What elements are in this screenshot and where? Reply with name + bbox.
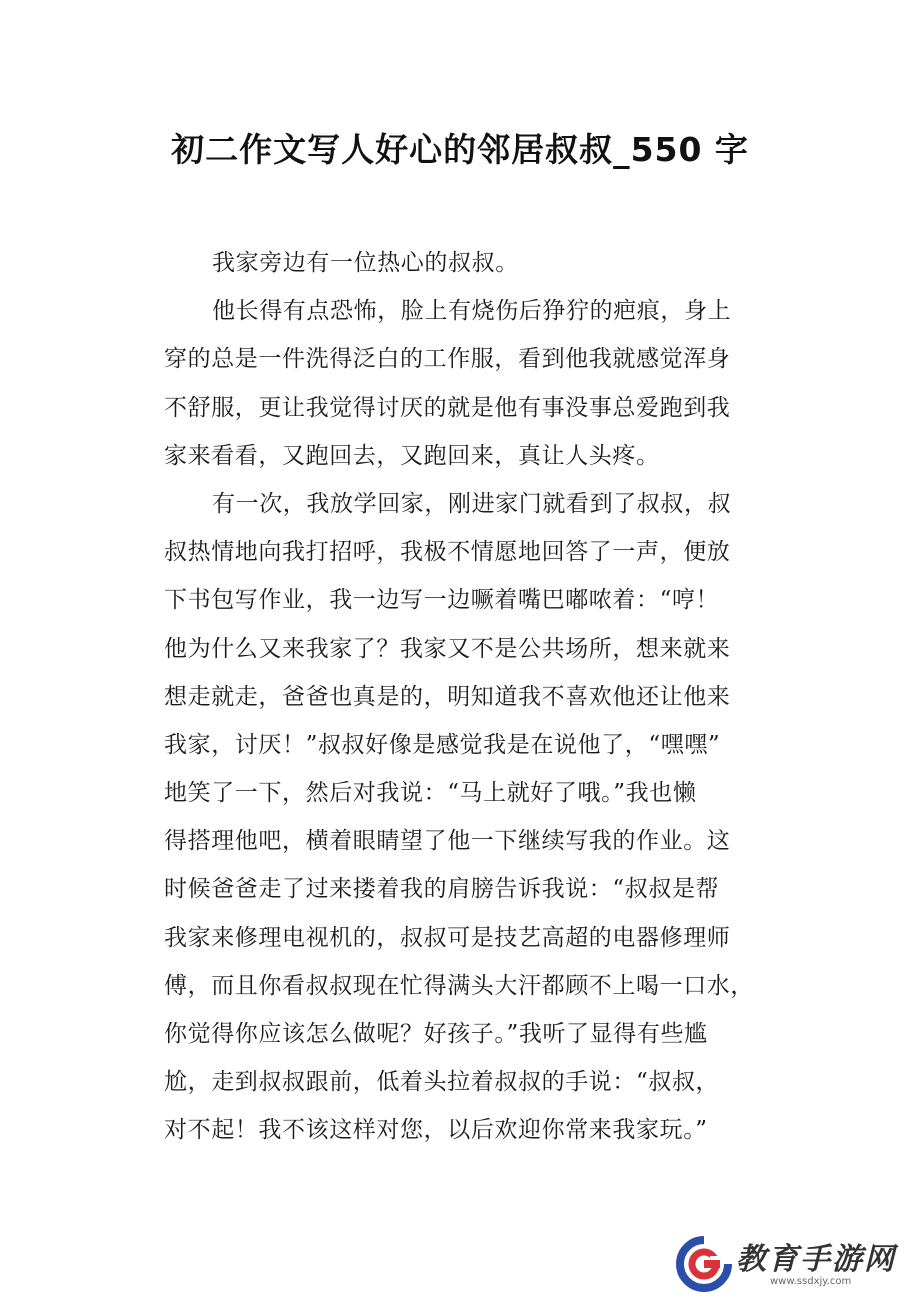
- paragraph-line: 我家，讨厌！”叔叔好像是感觉我是在说他了，“嘿嘿”: [164, 731, 721, 758]
- paragraph-line: 我家来修理电视机的，叔叔可是技艺高超的电器修理师: [164, 924, 731, 951]
- paragraph-line: 你觉得你应该怎么做呢？好孩子。”我听了显得有些尴: [164, 1021, 708, 1047]
- paragraph-line: 地笑了一下，然后对我说：“马上就好了哦。”我也懒: [164, 780, 697, 807]
- paragraph-line: 家来看看，又跑回去，又跑回来，真让人头疼。: [164, 442, 660, 469]
- paragraph-line: 我家旁边有一位热心的叔叔。: [212, 250, 519, 276]
- document-title: 初二作文写人好心的邻居叔叔_550 字: [171, 130, 749, 169]
- site-watermark: [674, 1232, 914, 1298]
- paragraph-line: 傅，而且你看叔叔现在忙得满头大汗都顾不上喝一口水，: [164, 972, 754, 999]
- paragraph-line: 不舒服，更让我觉得讨厌的就是他有事没事总爱跑到我: [164, 394, 731, 421]
- paragraph-line: 时候爸爸走了过来搂着我的肩膀告诉我说：“叔叔是帮: [164, 876, 720, 903]
- document-body: [164, 239, 772, 1155]
- paragraph-line: 他为什么又来我家了？我家又不是公共场所，想来就来: [164, 635, 731, 662]
- paragraph-line: 他长得有点恐怖，脸上有烧伤后狰狞的疤痕，身上: [212, 298, 732, 325]
- paragraph-line: 有一次，我放学回家，刚进家门就看到了叔叔，叔: [212, 490, 732, 517]
- paragraph-line: 下书包写作业，我一边写一边噘着嘴巴嘟哝着：“哼！: [164, 587, 720, 614]
- paragraph-line: 叔热情地向我打招呼，我极不情愿地回答了一声，便放: [164, 539, 731, 566]
- g-logo-icon: [676, 1236, 732, 1292]
- paragraph-line: 想走就走，爸爸也真是的，明知道我不喜欢他还让他来: [164, 683, 731, 710]
- paragraph-line: 对不起！我不该这样对您，以后欢迎你常来我家玩。”: [164, 1117, 708, 1144]
- paragraph-line: 得搭理他吧，横着眼睛望了他一下继续写我的作业。这: [164, 828, 731, 855]
- paragraph-line: 穿的总是一件洗得泛白的工作服，看到他我就感觉浑身: [164, 346, 731, 373]
- watermark-brand: 教育手游网: [736, 1242, 896, 1277]
- paragraph-line: 尬，走到叔叔跟前，低着头拉着叔叔的手说：“叔叔，: [164, 1069, 720, 1096]
- watermark-url: www.ssdxjy.com: [770, 1276, 852, 1287]
